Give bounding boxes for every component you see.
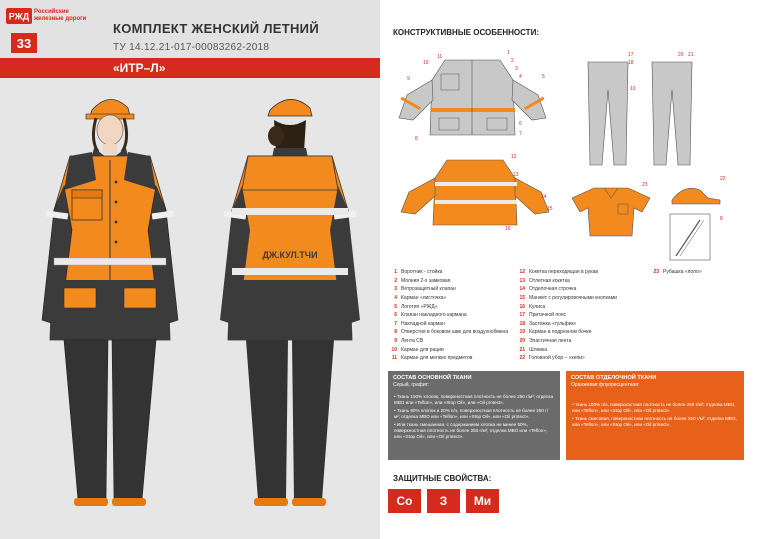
feature-item [388, 337, 508, 346]
features-col-3 [650, 268, 702, 277]
fabric-main-item: • Ткань 80% хлопок и 20% п/э, поверхностная плотность не более 250 г/м²; отделка МВО или «Teflon», или «Stop Oil», или «Oil protect». [394, 408, 549, 419]
feature-number: 3 [394, 286, 397, 293]
cap-diagram [664, 172, 734, 267]
callout-4: 4 [519, 74, 522, 80]
product-name-bar [0, 58, 380, 78]
feature-text: Кокетка переходящая в рукав [529, 269, 598, 276]
feature-number: 2 [394, 277, 397, 284]
fabric-main-item: • Или ткань смешанная, с содержанием хлопка не менее 50%, поверхностная плотность не более 250 г/м²; отделка МВО или «Teflon», или «Stop Oil», или «Oil protect». [394, 422, 548, 439]
feature-number: 7 [394, 320, 397, 327]
callout-22: 22 [720, 176, 726, 182]
feature-text: Отлетная кокетка [529, 277, 570, 284]
callout-12: 12 [511, 154, 517, 160]
feature-text: Карман в подрезном бочке [529, 329, 592, 336]
feature-text: Лента СВ [401, 338, 424, 345]
callout-19: 19 [630, 86, 636, 92]
feature-item [516, 268, 617, 277]
callout-8-cap: 8 [720, 216, 723, 222]
features-title: КОНСТРУКТИВНЫЕ ОСОБЕННОСТИ: [393, 28, 539, 37]
feature-item [388, 320, 508, 329]
feature-number: 18 [519, 320, 525, 327]
feature-item [516, 337, 617, 346]
feature-text: Накладной карман [401, 320, 445, 327]
callout-16: 16 [505, 226, 511, 232]
fabric-main-item: • Ткань 100% хлопок, поверхностная плотность не более 250 г/м²; отделка МВО или «Teflon», или «Stop Oil», или «Oil protect». [394, 394, 554, 405]
product-name: «ИТР–Л» [113, 61, 166, 75]
fabric-main-sub: Серый, графит: [393, 382, 430, 388]
fabric-main-box [388, 371, 560, 460]
protection-badges [388, 489, 499, 513]
features-col-2 [516, 268, 617, 363]
callout-5: 5 [542, 74, 545, 80]
callout-23: 23 [642, 182, 648, 188]
feature-text: Воротник - стойка [401, 269, 443, 276]
callout-17: 17 [628, 52, 634, 58]
feature-number: 5 [394, 303, 397, 310]
feature-number: 10 [391, 346, 397, 353]
callout-7: 7 [519, 131, 522, 137]
feature-text: Отделочная строчка [529, 286, 577, 293]
woman-front-figure [20, 90, 200, 510]
jacket-back-diagram [395, 150, 555, 235]
callout-13: 13 [513, 172, 519, 178]
feature-item [516, 285, 617, 294]
feature-item [516, 354, 617, 363]
feature-item [388, 268, 508, 277]
feature-text: Рубашка «поло» [663, 269, 702, 276]
feature-number: 21 [519, 346, 525, 353]
feature-item [516, 302, 617, 311]
feature-number: 13 [519, 277, 525, 284]
protection-badge-mi: Ми [466, 489, 499, 513]
feature-number: 14 [519, 286, 525, 293]
feature-number: 9 [394, 338, 397, 345]
feature-text: Эластичная лента [529, 338, 572, 345]
feature-number: 17 [519, 312, 525, 319]
callout-21: 21 [688, 52, 694, 58]
feature-item [516, 345, 617, 354]
callout-15: 15 [547, 206, 553, 212]
feature-text: Отверстия в боковом шве для воздухообмена [401, 329, 509, 336]
protection-badge-co: Со [388, 489, 421, 513]
fabric-trim-box [566, 371, 744, 460]
feature-number: 20 [519, 338, 525, 345]
fabric-trim-items [566, 388, 744, 428]
logo-text-line2: железные дороги [34, 16, 87, 22]
jacket-front-diagram [395, 50, 550, 150]
polo-diagram [566, 180, 656, 240]
feature-item [388, 311, 508, 320]
callout-10: 10 [423, 60, 429, 66]
feature-item [650, 268, 702, 277]
feature-item [516, 328, 617, 337]
feature-number: 4 [394, 295, 397, 302]
feature-number: 16 [519, 303, 525, 310]
feature-number: 1 [394, 269, 397, 276]
rzd-logo [6, 6, 96, 28]
logo-text [34, 9, 86, 23]
feature-item [388, 354, 508, 363]
fabric-trim-head: СОСТАВ ОТДЕЛОЧНОЙ ТКАНИ [571, 375, 657, 381]
feature-text: Карман для рации [401, 346, 444, 353]
feature-item [516, 311, 617, 320]
logo-text-line1: Российские [34, 9, 69, 15]
feature-text: Кулиса [529, 303, 546, 310]
feature-item [516, 320, 617, 329]
feature-item [388, 285, 508, 294]
fabric-main-head: СОСТАВ ОСНОВНОЙ ТКАНИ [393, 375, 472, 381]
feature-text: Логотип «РЖД» [401, 303, 438, 310]
feature-text: Головной убор – «кепи» [529, 355, 585, 362]
svg-text:РЖД: РЖД [8, 11, 30, 22]
callout-9: 9 [407, 76, 410, 82]
back-print-text: ДЖ.КУЛ.ТЧИ [262, 250, 318, 260]
feature-number: 19 [519, 329, 525, 336]
fabric-trim-item: • Ткань смесовая, поверхностная плотность не более 250 г/м²; отделка МВО, или «Teflon», или «Stop Oil», или «Oil protect». [572, 416, 737, 427]
callout-1: 1 [507, 50, 510, 56]
features-col-1 [388, 268, 508, 363]
protection-title: ЗАЩИТНЫЕ СВОЙСТВА: [393, 474, 492, 483]
feature-text: Карман для мелких предметов [401, 355, 473, 362]
feature-number: 23 [653, 269, 659, 276]
page-title: КОМПЛЕКТ ЖЕНСКИЙ ЛЕТНИЙ [113, 21, 319, 36]
protection-badge-z: З [427, 489, 460, 513]
feature-text: Манжет с регулировочными кнопками [529, 295, 617, 302]
rzd-logo-icon [6, 8, 32, 24]
feature-item [516, 277, 617, 286]
feature-text: Застежка «гульфик» [529, 320, 577, 327]
feature-text: Притачной пояс [529, 312, 567, 319]
callout-18: 18 [628, 60, 634, 66]
callout-8: 8 [415, 136, 418, 142]
callout-3: 3 [515, 66, 518, 72]
page-number-badge: 33 [11, 33, 37, 53]
feature-text: Ветрозащитный клапан [401, 286, 456, 293]
fabric-trim-item: • Ткань 100% п/э, поверхностная плотность не более 250 г/м²; отделка МВО, или «Teflon», или «Stop Oil», или «Oil protect». [572, 402, 736, 413]
feature-item [388, 277, 508, 286]
woman-back-figure [200, 90, 380, 510]
trousers-diagram [580, 50, 710, 170]
feature-number: 15 [519, 295, 525, 302]
feature-text: Карман «листочка» [401, 295, 447, 302]
feature-number: 6 [394, 312, 397, 319]
feature-number: 22 [519, 355, 525, 362]
feature-number: 11 [391, 355, 397, 362]
feature-text: Клапан накладного кармана [401, 312, 467, 319]
feature-number: 12 [519, 269, 525, 276]
fabric-trim-sub: Оранжевая флуоресцентная: [571, 382, 640, 388]
feature-item [388, 302, 508, 311]
fabric-main-items [388, 388, 560, 440]
callout-11: 11 [437, 54, 443, 60]
feature-item [388, 294, 508, 303]
callout-6: 6 [519, 121, 522, 127]
feature-item [516, 294, 617, 303]
feature-item [388, 345, 508, 354]
tu-code: ТУ 14.12.21-017-00083262-2018 [113, 42, 270, 53]
feature-text: Молния 2-х замковая [401, 277, 451, 284]
feature-item [388, 328, 508, 337]
callout-14: 14 [541, 194, 547, 200]
feature-number: 8 [394, 329, 397, 336]
feature-text: Шлевка [529, 346, 548, 353]
callout-20: 20 [678, 52, 684, 58]
callout-2: 2 [511, 58, 514, 64]
